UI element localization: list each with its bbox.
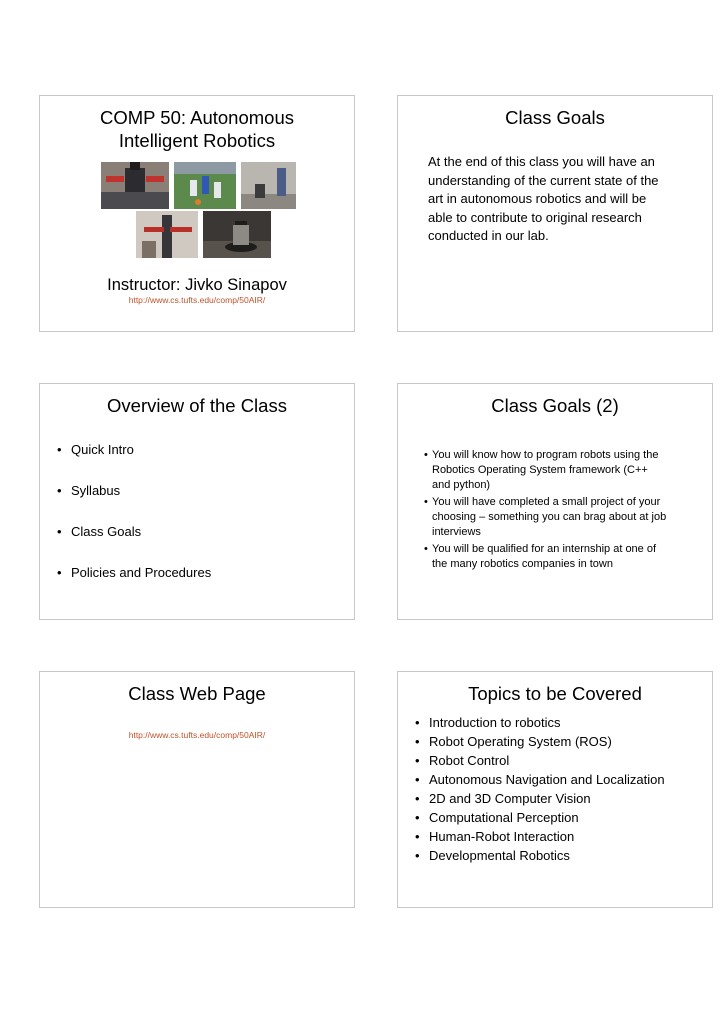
list-item-label: Introduction to robotics	[429, 715, 561, 730]
list-item-label: Robot Control	[429, 753, 510, 768]
list-item	[415, 846, 710, 865]
list-item-line: You will be qualified for an internship at one of	[432, 543, 657, 555]
goals-line: art in autonomous robotics and will be	[428, 191, 647, 206]
list-item-label: Policies and Procedures	[71, 565, 212, 580]
course-url[interactable]: http://www.cs.tufts.edu/comp/50AIR/	[128, 295, 266, 305]
list-item-label: Computational Perception	[429, 810, 579, 825]
bullet-icon: •	[415, 848, 420, 863]
list-item	[415, 789, 710, 808]
bullet-icon: •	[57, 442, 62, 457]
title-line-2: Intelligent Robotics	[118, 130, 276, 151]
bullet-icon: •	[57, 565, 62, 580]
overview-list	[57, 441, 337, 582]
list-item-label: Syllabus	[71, 483, 121, 498]
slide-title: Class Goals	[505, 107, 605, 128]
list-item-line: choosing – something you can brag about at job	[432, 511, 667, 523]
robot-photo-corridor	[241, 162, 296, 209]
robot-photo-soccer	[174, 162, 236, 209]
list-item-line: and python)	[432, 479, 491, 491]
bullet-icon: •	[415, 753, 420, 768]
list-item-label: Quick Intro	[71, 442, 134, 457]
list-item	[415, 827, 710, 846]
slide-5	[39, 671, 355, 908]
list-item	[424, 448, 714, 493]
list-item-label: Developmental Robotics	[429, 848, 570, 863]
list-item	[57, 441, 337, 459]
goals-line: At the end of this class you will have an	[428, 154, 655, 169]
goals-line: able to contribute to original research	[428, 209, 642, 225]
list-item-line: You will have completed a small project of your	[432, 496, 661, 508]
robot-photo-arm	[136, 211, 198, 258]
list-item	[415, 770, 710, 789]
bullet-icon: •	[57, 483, 62, 498]
list-item	[415, 732, 710, 751]
list-item-label: Robot Operating System (ROS)	[429, 734, 612, 749]
goals-paragraph	[428, 153, 708, 246]
list-item	[415, 713, 710, 732]
bullet-icon: •	[415, 791, 420, 806]
robot-photo-baxter	[101, 162, 169, 209]
bullet-icon: •	[415, 829, 420, 844]
list-item	[424, 495, 714, 540]
slide-title: Class Web Page	[128, 683, 266, 704]
bullet-icon: •	[424, 449, 428, 461]
slide-6	[397, 671, 713, 908]
robot-photo-turtlebot	[203, 211, 271, 258]
list-item	[415, 751, 710, 770]
goals-list	[424, 448, 714, 572]
list-item	[424, 542, 714, 572]
bullet-icon: •	[57, 524, 62, 539]
list-item	[415, 808, 710, 827]
goals-line: conducted in our lab.	[428, 228, 549, 243]
list-item-line: Robotics Operating System framework (C++	[432, 464, 648, 476]
list-item-line: interviews	[432, 526, 481, 538]
bullet-icon: •	[424, 496, 428, 508]
topics-list	[415, 713, 710, 865]
list-item	[57, 564, 337, 582]
bullet-icon: •	[415, 772, 420, 787]
slide-title: Topics to be Covered	[468, 683, 642, 704]
goals-line: understanding of the current state of the	[428, 172, 659, 188]
list-item-label: Human-Robot Interaction	[429, 829, 575, 844]
list-item	[57, 523, 337, 541]
bullet-icon: •	[415, 734, 420, 749]
slide-title	[40, 106, 354, 152]
slide-2	[397, 95, 713, 332]
bullet-icon: •	[415, 715, 420, 730]
slide-title: Overview of the Class	[107, 395, 287, 416]
list-item-line: You will know how to program robots using the	[432, 449, 659, 461]
bullet-icon: •	[424, 543, 428, 555]
course-url[interactable]: http://www.cs.tufts.edu/comp/50AIR/	[128, 730, 266, 740]
slide-3	[39, 383, 355, 620]
list-item-label: Autonomous Navigation and Localization	[429, 772, 665, 787]
list-item-label: 2D and 3D Computer Vision	[429, 791, 591, 806]
slide-1	[39, 95, 355, 332]
slide-4	[397, 383, 713, 620]
slide-title: Class Goals (2)	[491, 395, 619, 416]
list-item-label: Class Goals	[71, 524, 142, 539]
list-item-line: the many robotics companies in town	[432, 558, 613, 570]
title-line-1: COMP 50: Autonomous	[99, 107, 294, 128]
instructor-name: Instructor: Jivko Sinapov	[107, 276, 287, 294]
list-item	[57, 482, 337, 500]
bullet-icon: •	[415, 810, 420, 825]
